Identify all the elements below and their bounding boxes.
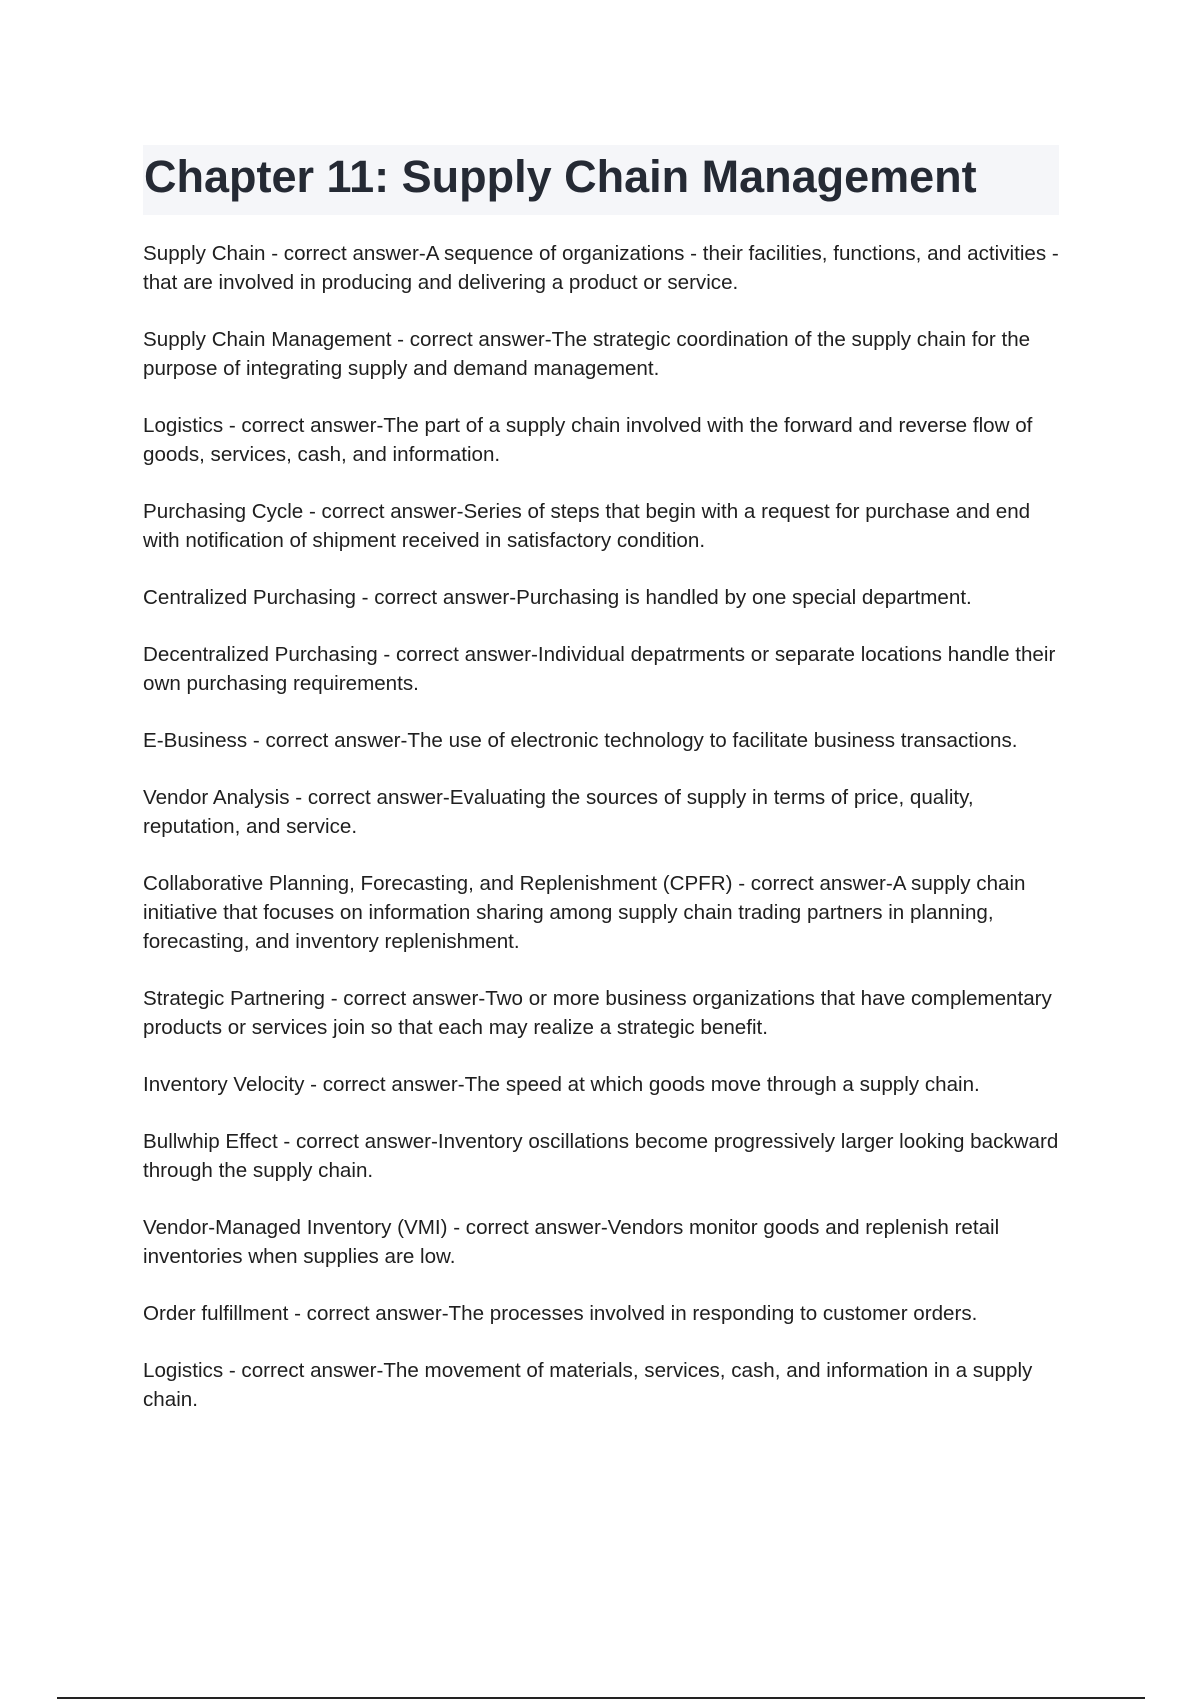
definition-entry: Centralized Purchasing - correct answer-Purchasing is handled by one special department. bbox=[143, 586, 972, 609]
definition-entry: Strategic Partnering - correct answer-Two or more business organizations that have complementary products or services join so that each may realize a strategic benefit. bbox=[143, 987, 1052, 1039]
definition-entry: Logistics - correct answer-The part of a supply chain involved with the forward and reverse flow of goods, services, cash, and information. bbox=[143, 414, 1033, 466]
definition-entry: Decentralized Purchasing - correct answer-Individual depatrments or separate locations handle their own purchasing requirements. bbox=[143, 643, 1056, 695]
title-banner bbox=[143, 145, 1059, 215]
definition-entry: Logistics - correct answer-The movement of materials, services, cash, and information in a supply chain. bbox=[143, 1359, 1033, 1411]
page-title: Chapter 11: Supply Chain Management bbox=[144, 151, 977, 202]
footer-divider bbox=[57, 1697, 1145, 1699]
definition-entry: Supply Chain Management - correct answer-The strategic coordination of the supply chain for the purpose of integrating supply and demand management. bbox=[143, 328, 1031, 380]
definition-entry: E-Business - correct answer-The use of electronic technology to facilitate business transactions. bbox=[143, 729, 1018, 752]
definition-entry: Inventory Velocity - correct answer-The speed at which goods move through a supply chain. bbox=[143, 1073, 980, 1096]
definition-entry: Bullwhip Effect - correct answer-Inventory oscillations become progressively larger looking backward through the supply chain. bbox=[143, 1130, 1059, 1182]
definition-entry: Order fulfillment - correct answer-The processes involved in responding to customer orders. bbox=[143, 1302, 978, 1325]
definition-entry: Collaborative Planning, Forecasting, and Replenishment (CPFR) - correct answer-A supply chain initiative that focuses on information sharing among supply chain trading partners in planning, forecasting, and inventory replenishment. bbox=[143, 872, 1026, 953]
definition-entry: Vendor Analysis - correct answer-Evaluating the sources of supply in terms of price, quality, reputation, and service. bbox=[143, 786, 974, 838]
definition-entry: Vendor-Managed Inventory (VMI) - correct answer-Vendors monitor goods and replenish retail inventories when supplies are low. bbox=[143, 1216, 1000, 1268]
definition-entry: Purchasing Cycle - correct answer-Series of steps that begin with a request for purchase and end with notification of shipment received in satisfactory condition. bbox=[143, 500, 1031, 552]
definition-list bbox=[143, 239, 1063, 1442]
definition-entry: Supply Chain - correct answer-A sequence of organizations - their facilities, functions, and activities - that are involved in producing and delivering a product or service. bbox=[143, 242, 1059, 294]
